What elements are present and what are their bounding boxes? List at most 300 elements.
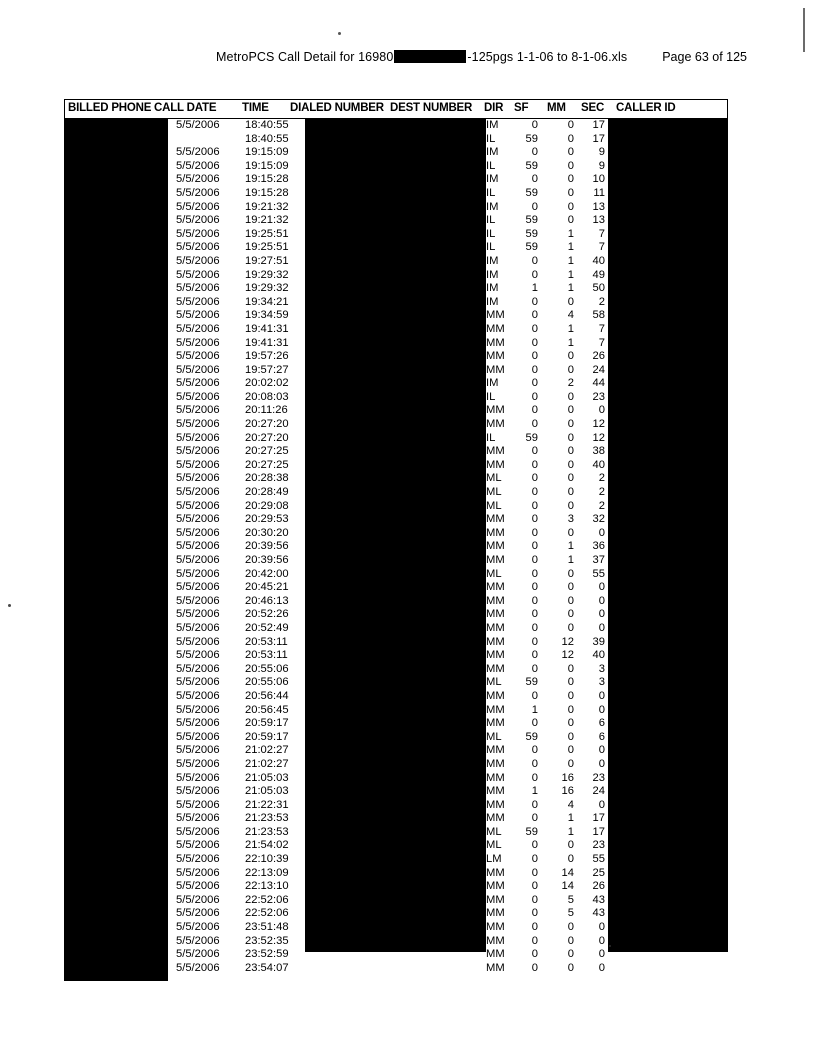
cell-mm: 4 [567, 798, 574, 811]
cell-time: 20:27:20 [245, 431, 289, 444]
cell-time: 20:08:03 [245, 390, 289, 403]
cell-sec: 38 [592, 445, 605, 458]
cell-time: 19:15:09 [245, 146, 289, 159]
cell-call-date: 5/5/2006 [176, 486, 220, 499]
cell-mm: 0 [567, 948, 574, 961]
cell-mm: 0 [567, 458, 574, 471]
cell-mm: 0 [567, 119, 574, 131]
cell-time: 21:02:27 [245, 757, 289, 770]
cell-dir: MM [486, 703, 505, 716]
table-row [0, 826, 815, 840]
cell-dir: MM [486, 540, 505, 553]
cell-call-date: 5/5/2006 [176, 771, 220, 784]
cell-sf: 0 [531, 377, 538, 390]
cell-sec: 17 [592, 119, 605, 131]
cell-sf: 0 [531, 717, 538, 730]
cell-mm: 0 [567, 676, 574, 689]
scan-artifact-dot-top [338, 32, 341, 35]
cell-sec: 6 [598, 730, 605, 743]
table-row [0, 622, 815, 636]
cell-time: 22:10:39 [245, 853, 289, 866]
cell-time: 20:30:20 [245, 526, 289, 539]
cell-dir: MM [486, 948, 505, 961]
cell-sec: 13 [592, 200, 605, 213]
cell-sf: 59 [525, 132, 538, 145]
cell-dir: MM [486, 757, 505, 770]
document-title-after: -125pgs 1-1-06 to 8-1-06.xls [467, 50, 628, 64]
table-row [0, 296, 815, 310]
cell-call-date: 5/5/2006 [176, 146, 220, 159]
cell-mm: 5 [567, 907, 574, 920]
table-row [0, 731, 815, 745]
cell-call-date: 5/5/2006 [176, 961, 220, 974]
cell-sf: 0 [531, 119, 538, 131]
scan-artifact-dot-sec [609, 945, 611, 947]
cell-dir: MM [486, 418, 505, 431]
cell-time: 20:27:25 [245, 458, 289, 471]
cell-time: 20:52:26 [245, 608, 289, 621]
cell-call-date: 5/5/2006 [176, 214, 220, 227]
page-edge-mark [803, 8, 805, 52]
table-row [0, 867, 815, 881]
cell-sf: 0 [531, 554, 538, 566]
cell-sec: 0 [598, 934, 605, 947]
cell-sf: 59 [525, 214, 538, 227]
cell-dir: MM [486, 363, 505, 376]
cell-time: 22:52:06 [245, 907, 289, 920]
table-row [0, 935, 815, 949]
cell-sec: 9 [598, 146, 605, 159]
table-row [0, 540, 815, 554]
cell-mm: 5 [567, 893, 574, 906]
table-row [0, 744, 815, 758]
cell-sf: 0 [531, 608, 538, 621]
cell-sec: 6 [598, 717, 605, 730]
table-row [0, 907, 815, 921]
cell-sec: 0 [598, 703, 605, 716]
cell-call-date: 5/5/2006 [176, 608, 220, 621]
cell-time: 20:42:00 [245, 567, 289, 580]
cell-sf: 0 [531, 268, 538, 281]
table-row [0, 323, 815, 337]
cell-mm: 0 [567, 581, 574, 594]
cell-time: 20:45:21 [245, 581, 289, 594]
cell-time: 21:23:53 [245, 812, 289, 825]
cell-sec: 17 [592, 132, 605, 145]
cell-call-date: 5/5/2006 [176, 581, 220, 594]
cell-sec: 12 [592, 431, 605, 444]
cell-mm: 0 [567, 186, 574, 199]
cell-dir: MM [486, 404, 505, 417]
table-row [0, 133, 815, 147]
table-row [0, 568, 815, 582]
table-row [0, 350, 815, 364]
cell-dir: MM [486, 309, 505, 322]
cell-sf: 59 [525, 186, 538, 199]
cell-mm: 0 [567, 594, 574, 607]
cell-mm: 0 [567, 486, 574, 499]
cell-sf: 0 [531, 581, 538, 594]
cell-mm: 16 [561, 785, 574, 798]
cell-mm: 12 [561, 635, 574, 648]
cell-sec: 55 [592, 853, 605, 866]
cell-call-date: 5/5/2006 [176, 404, 220, 417]
cell-dir: MM [486, 934, 505, 947]
cell-dir: IM [486, 268, 499, 281]
cell-sec: 24 [592, 363, 605, 376]
cell-sf: 0 [531, 812, 538, 825]
cell-call-date: 5/5/2006 [176, 499, 220, 512]
cell-sf: 0 [531, 798, 538, 811]
cell-time: 23:52:59 [245, 948, 289, 961]
cell-sec: 9 [598, 159, 605, 172]
cell-dir: MM [486, 812, 505, 825]
column-header-billed-phone: BILLED PHONE [68, 102, 152, 114]
document-header [0, 50, 815, 70]
cell-time: 19:27:51 [245, 254, 289, 267]
cell-sf: 0 [531, 486, 538, 499]
table-row [0, 527, 815, 541]
cell-sec: 25 [592, 866, 605, 879]
cell-sf: 0 [531, 146, 538, 159]
table-row [0, 119, 815, 133]
cell-sf: 0 [531, 513, 538, 526]
cell-sf: 0 [531, 295, 538, 308]
cell-mm: 0 [567, 567, 574, 580]
cell-mm: 1 [567, 282, 574, 295]
cell-time: 20:29:08 [245, 499, 289, 512]
cell-sf: 0 [531, 853, 538, 866]
cell-sf: 0 [531, 649, 538, 662]
cell-call-date: 5/5/2006 [176, 350, 220, 363]
cell-time: 20:59:17 [245, 730, 289, 743]
cell-time: 20:11:26 [245, 404, 288, 417]
table-row [0, 785, 815, 799]
cell-sf: 59 [525, 825, 538, 838]
cell-sec: 7 [598, 241, 605, 254]
cell-sec: 23 [592, 839, 605, 852]
table-row [0, 391, 815, 405]
cell-mm: 16 [561, 771, 574, 784]
cell-sf: 1 [531, 785, 538, 798]
cell-dir: MM [486, 866, 505, 879]
cell-dir: IL [486, 186, 496, 199]
table-row [0, 921, 815, 935]
cell-time: 20:56:45 [245, 703, 289, 716]
cell-sec: 7 [598, 336, 605, 349]
cell-sf: 0 [531, 757, 538, 770]
cell-call-date: 5/5/2006 [176, 621, 220, 634]
cell-sf: 0 [531, 866, 538, 879]
cell-dir: IL [486, 390, 496, 403]
cell-dir: MM [486, 513, 505, 526]
cell-mm: 0 [567, 445, 574, 458]
cell-sec: 12 [592, 418, 605, 431]
cell-call-date: 5/5/2006 [176, 526, 220, 539]
cell-call-date: 5/5/2006 [176, 241, 220, 254]
cell-dir: IL [486, 159, 496, 172]
cell-sf: 59 [525, 730, 538, 743]
cell-dir: MM [486, 785, 505, 798]
cell-time: 19:21:32 [245, 200, 289, 213]
cell-sf: 0 [531, 458, 538, 471]
cell-sec: 50 [592, 282, 605, 295]
table-row [0, 581, 815, 595]
table-row [0, 269, 815, 283]
cell-call-date: 5/5/2006 [176, 798, 220, 811]
cell-dir: MM [486, 581, 505, 594]
table-row [0, 364, 815, 378]
cell-dir: IM [486, 119, 499, 131]
cell-time: 22:13:10 [245, 880, 289, 893]
cell-dir: LM [486, 853, 502, 866]
cell-call-date: 5/5/2006 [176, 227, 220, 240]
cell-time: 22:52:06 [245, 893, 289, 906]
table-row [0, 418, 815, 432]
cell-mm: 0 [567, 295, 574, 308]
cell-sec: 2 [598, 486, 605, 499]
cell-time: 23:54:07 [245, 961, 289, 974]
cell-call-date: 5/5/2006 [176, 554, 220, 566]
cell-sec: 0 [598, 689, 605, 702]
table-row [0, 255, 815, 269]
cell-mm: 1 [567, 812, 574, 825]
cell-sf: 0 [531, 322, 538, 335]
cell-sf: 0 [531, 499, 538, 512]
table-row [0, 772, 815, 786]
table-row [0, 146, 815, 160]
cell-sec: 39 [592, 635, 605, 648]
cell-call-date: 5/5/2006 [176, 689, 220, 702]
cell-dir: MM [486, 458, 505, 471]
cell-mm: 0 [567, 703, 574, 716]
cell-call-date: 5/5/2006 [176, 785, 220, 798]
cell-mm: 0 [567, 200, 574, 213]
cell-call-date: 5/5/2006 [176, 540, 220, 553]
cell-call-date: 5/5/2006 [176, 418, 220, 431]
cell-mm: 0 [567, 418, 574, 431]
cell-dir: IL [486, 431, 496, 444]
cell-time: 20:39:56 [245, 540, 289, 553]
cell-sec: 44 [592, 377, 605, 390]
cell-mm: 0 [567, 404, 574, 417]
cell-time: 19:25:51 [245, 227, 289, 240]
cell-sf: 0 [531, 771, 538, 784]
column-header-dest-number: DEST NUMBER [390, 102, 473, 114]
table-row [0, 513, 815, 527]
table-row [0, 201, 815, 215]
cell-call-date: 5/5/2006 [176, 377, 220, 390]
cell-sec: 0 [598, 757, 605, 770]
cell-call-date: 5/5/2006 [176, 934, 220, 947]
cell-mm: 0 [567, 472, 574, 485]
cell-time: 20:53:11 [245, 649, 288, 662]
cell-call-date: 5/5/2006 [176, 159, 220, 172]
cell-mm: 0 [567, 214, 574, 227]
cell-call-date: 5/5/2006 [176, 839, 220, 852]
cell-dir: ML [486, 567, 502, 580]
cell-time: 20:55:06 [245, 662, 289, 675]
cell-dir: IM [486, 146, 499, 159]
cell-mm: 1 [567, 227, 574, 240]
cell-sf: 0 [531, 200, 538, 213]
cell-sf: 0 [531, 893, 538, 906]
cell-dir: MM [486, 350, 505, 363]
cell-dir: IL [486, 241, 496, 254]
cell-call-date: 5/5/2006 [176, 757, 220, 770]
cell-time: 20:28:49 [245, 486, 289, 499]
cell-call-date: 5/5/2006 [176, 594, 220, 607]
table-row [0, 472, 815, 486]
cell-time: 20:27:25 [245, 445, 289, 458]
cell-sec: 13 [592, 214, 605, 227]
cell-sec: 0 [598, 404, 605, 417]
cell-mm: 0 [567, 921, 574, 934]
cell-sf: 0 [531, 635, 538, 648]
cell-mm: 2 [567, 377, 574, 390]
cell-call-date: 5/5/2006 [176, 825, 220, 838]
cell-time: 21:05:03 [245, 771, 289, 784]
cell-sf: 1 [531, 282, 538, 295]
column-header-time: TIME [242, 102, 269, 114]
table-row [0, 595, 815, 609]
cell-sec: 40 [592, 649, 605, 662]
cell-mm: 14 [561, 880, 574, 893]
table-row [0, 649, 815, 663]
cell-dir: MM [486, 526, 505, 539]
cell-sf: 0 [531, 336, 538, 349]
document-title [216, 50, 627, 64]
cell-sf: 0 [531, 689, 538, 702]
cell-mm: 0 [567, 839, 574, 852]
cell-sf: 0 [531, 363, 538, 376]
cell-mm: 0 [567, 132, 574, 145]
cell-time: 22:13:09 [245, 866, 289, 879]
cell-dir: IL [486, 214, 496, 227]
cell-time: 21:02:27 [245, 744, 289, 757]
cell-mm: 14 [561, 866, 574, 879]
table-row [0, 839, 815, 853]
cell-call-date: 5/5/2006 [176, 567, 220, 580]
cell-time: 19:15:09 [245, 159, 289, 172]
cell-sf: 59 [525, 159, 538, 172]
cell-sf: 0 [531, 948, 538, 961]
cell-dir: MM [486, 717, 505, 730]
cell-time: 19:57:26 [245, 350, 289, 363]
cell-call-date: 5/5/2006 [176, 173, 220, 186]
cell-mm: 0 [567, 159, 574, 172]
cell-sf: 0 [531, 309, 538, 322]
cell-time: 19:29:32 [245, 282, 289, 295]
cell-dir: MM [486, 608, 505, 621]
cell-sf: 0 [531, 961, 538, 974]
cell-sec: 49 [592, 268, 605, 281]
table-row [0, 432, 815, 446]
cell-sf: 0 [531, 390, 538, 403]
cell-sf: 0 [531, 540, 538, 553]
cell-dir: MM [486, 649, 505, 662]
cell-call-date: 5/5/2006 [176, 268, 220, 281]
cell-dir: MM [486, 961, 505, 974]
cell-sec: 43 [592, 907, 605, 920]
table-row [0, 337, 815, 351]
cell-time: 20:59:17 [245, 717, 289, 730]
cell-dir: IM [486, 295, 499, 308]
cell-time: 19:57:27 [245, 363, 289, 376]
column-header-dir: DIR [484, 102, 504, 114]
cell-sf: 0 [531, 621, 538, 634]
cell-time: 19:15:28 [245, 173, 289, 186]
column-header-sec: SEC [581, 102, 605, 114]
cell-sf: 0 [531, 839, 538, 852]
column-header-sf: SF [514, 102, 529, 114]
cell-mm: 1 [567, 825, 574, 838]
cell-mm: 0 [567, 146, 574, 159]
cell-time: 20:46:13 [245, 594, 289, 607]
cell-sec: 3 [598, 676, 605, 689]
cell-mm: 12 [561, 649, 574, 662]
cell-call-date: 5/5/2006 [176, 880, 220, 893]
cell-mm: 1 [567, 268, 574, 281]
table-row [0, 554, 815, 568]
table-row [0, 445, 815, 459]
cell-time: 21:23:53 [245, 825, 289, 838]
table-row [0, 214, 815, 228]
cell-sec: 0 [598, 526, 605, 539]
cell-mm: 4 [567, 309, 574, 322]
cell-dir: ML [486, 472, 502, 485]
cell-sec: 2 [598, 295, 605, 308]
cell-call-date: 5/5/2006 [176, 866, 220, 879]
cell-time: 20:55:06 [245, 676, 289, 689]
cell-time: 20:53:11 [245, 635, 288, 648]
cell-sec: 0 [598, 961, 605, 974]
cell-time: 19:21:32 [245, 214, 289, 227]
cell-call-date: 5/5/2006 [176, 853, 220, 866]
cell-call-date: 5/5/2006 [176, 513, 220, 526]
cell-mm: 0 [567, 390, 574, 403]
cell-sf: 0 [531, 880, 538, 893]
cell-sf: 59 [525, 431, 538, 444]
cell-dir: MM [486, 635, 505, 648]
cell-mm: 1 [567, 241, 574, 254]
cell-mm: 1 [567, 322, 574, 335]
table-row [0, 717, 815, 731]
table-row [0, 663, 815, 677]
table-row [0, 486, 815, 500]
table-row [0, 282, 815, 296]
cell-mm: 0 [567, 744, 574, 757]
cell-sf: 0 [531, 404, 538, 417]
cell-sec: 0 [598, 594, 605, 607]
cell-mm: 1 [567, 540, 574, 553]
cell-mm: 0 [567, 350, 574, 363]
table-row [0, 894, 815, 908]
cell-call-date: 5/5/2006 [176, 186, 220, 199]
cell-mm: 1 [567, 336, 574, 349]
table-row [0, 500, 815, 514]
cell-sec: 0 [598, 921, 605, 934]
cell-call-date: 5/5/2006 [176, 662, 220, 675]
table-row [0, 853, 815, 867]
cell-dir: MM [486, 322, 505, 335]
cell-time: 19:41:31 [245, 322, 289, 335]
cell-dir: MM [486, 662, 505, 675]
cell-dir: ML [486, 676, 502, 689]
table-row [0, 636, 815, 650]
cell-sf: 0 [531, 744, 538, 757]
cell-time: 19:34:21 [245, 295, 289, 308]
